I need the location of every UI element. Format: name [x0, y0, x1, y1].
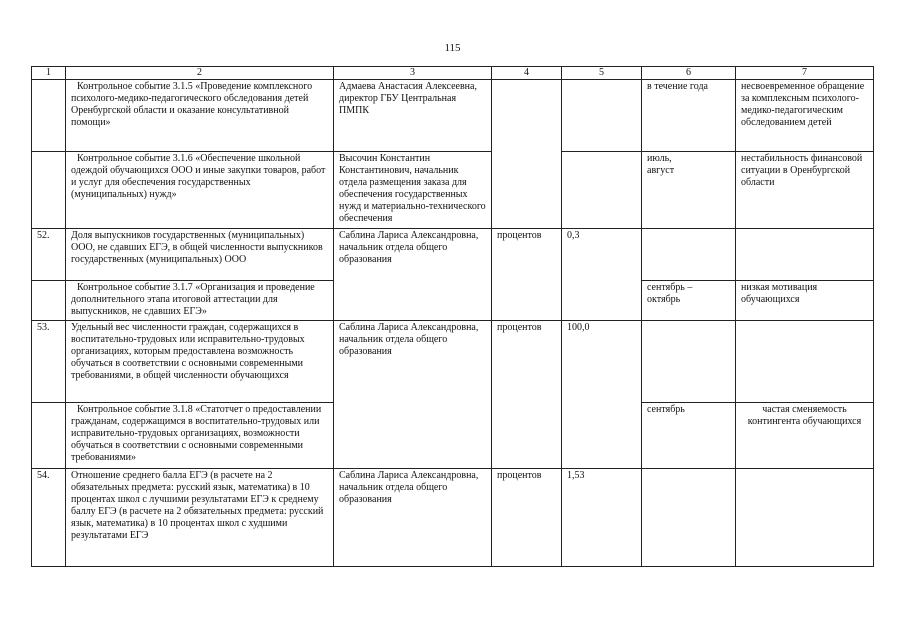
deadline-cell [642, 229, 736, 281]
responsible-cell: Высочин Константин Константинович, начальник отдела размещения заказа для обеспечения государственных нужд и материально-технического обеспечения [334, 152, 492, 229]
risk-cell: нестабильность финансовой ситуации в Оренбургской области [736, 152, 874, 229]
unit-cell: процентов [492, 229, 562, 321]
description-cell [66, 152, 334, 229]
table-row [32, 80, 874, 152]
header-col-4: 4 [492, 67, 562, 80]
description-cell [66, 281, 334, 321]
event-3-1-6-text: Контрольное событие 3.1.6 «Обеспечение школьной одеждой обучающихся ООО и иные закупки товаров, работ и услуг для обеспечения государственных (муниципальных) нужд» [71, 153, 326, 200]
responsible-cell: Саблина Лариса Александровна, начальник отдела общего образования [334, 321, 492, 469]
value-cell: 100,0 [562, 321, 642, 469]
page-number: 115 [444, 42, 461, 54]
risk-cell: частая сменяемость контингента обучающихся [736, 403, 874, 469]
deadline-cell: сентябрь – октябрь [642, 281, 736, 321]
event-3-1-7-text: Контрольное событие 3.1.7 «Организация и проведение дополнительного этапа итоговой аттестации для выпускников, не сдавших ЕГЭ» [71, 282, 315, 317]
value-cell [562, 152, 642, 229]
value-cell: 1,53 [562, 469, 642, 567]
table-row [32, 469, 874, 567]
risk-cell [736, 321, 874, 403]
table-row [32, 152, 874, 229]
header-col-7: 7 [736, 67, 874, 80]
responsible-cell: Адмаева Анастасия Алексеевна, директор ГБУ Центральная ПМПК [334, 80, 492, 152]
risk-cell: низкая мотивация обучающихся [736, 281, 874, 321]
header-col-2: 2 [66, 67, 334, 80]
table-row [32, 321, 874, 403]
unit-cell [492, 80, 562, 229]
row-number-cell [32, 80, 66, 152]
header-col-5: 5 [562, 67, 642, 80]
value-cell [562, 80, 642, 152]
event-3-1-5-text: Контрольное событие 3.1.5 «Проведение комплексного психолого-медико-педагогического обследования детей Оренбургской области и оказание консультативной помощи» [71, 81, 313, 128]
row-number-cell [32, 152, 66, 229]
description-cell [66, 80, 334, 152]
risk-cell: несвоевременное обращение за комплексным психолого-медико-педагогическим обследованием детей [736, 80, 874, 152]
table-row [32, 229, 874, 281]
responsible-cell: Саблина Лариса Александровна, начальник отдела общего образования [334, 229, 492, 321]
indicator-cell: Отношение среднего балла ЕГЭ (в расчете на 2 обязательных предмета: русский язык, математика) в 10 процентах школ с лучшими результатами ЕГЭ к среднему баллу ЕГЭ (в расчете на 2 обязательных предмета: русский язык, математика) в 10 процентах школ с худшими результатами ЕГЭ [66, 469, 334, 567]
deadline-cell [642, 469, 736, 567]
deadline-cell: сентябрь [642, 403, 736, 469]
row-number-cell [32, 403, 66, 469]
row-number-cell: 54. [32, 469, 66, 567]
row-number-cell: 52. [32, 229, 66, 281]
indicator-cell: Удельный вес численности граждан, содержащихся в воспитательно-трудовых или исправительно-трудовых организациях, которым предоставлена возможность обучаться в соответствии с основными современными требованиями, в общей численности обучающихся [66, 321, 334, 403]
unit-cell: процентов [492, 469, 562, 567]
responsible-cell: Саблина Лариса Александровна, начальник отдела общего образования [334, 469, 492, 567]
value-cell: 0,3 [562, 229, 642, 321]
header-col-1: 1 [32, 67, 66, 80]
table-header-row [32, 67, 874, 80]
header-col-3: 3 [334, 67, 492, 80]
risk-cell [736, 469, 874, 567]
event-3-1-8-text: Контрольное событие 3.1.8 «Статотчет о предоставлении гражданам, содержащимся в воспитательно-трудовых или исправительно-трудовых организациях, возможности обучаться в соответствии с основными современными требованиями» [71, 404, 322, 463]
deadline-cell: в течение года [642, 80, 736, 152]
row-number-cell [32, 281, 66, 321]
unit-cell: процентов [492, 321, 562, 469]
indicator-cell: Доля выпускников государственных (муниципальных) ООО, не сдавших ЕГЭ, в общей численности выпускников государственных (муниципальных) ООО [66, 229, 334, 281]
plan-table [31, 66, 874, 567]
row-number-cell: 53. [32, 321, 66, 403]
deadline-cell [642, 321, 736, 403]
header-col-6: 6 [642, 67, 736, 80]
description-cell [66, 403, 334, 469]
deadline-cell: июль, август [642, 152, 736, 229]
risk-cell [736, 229, 874, 281]
